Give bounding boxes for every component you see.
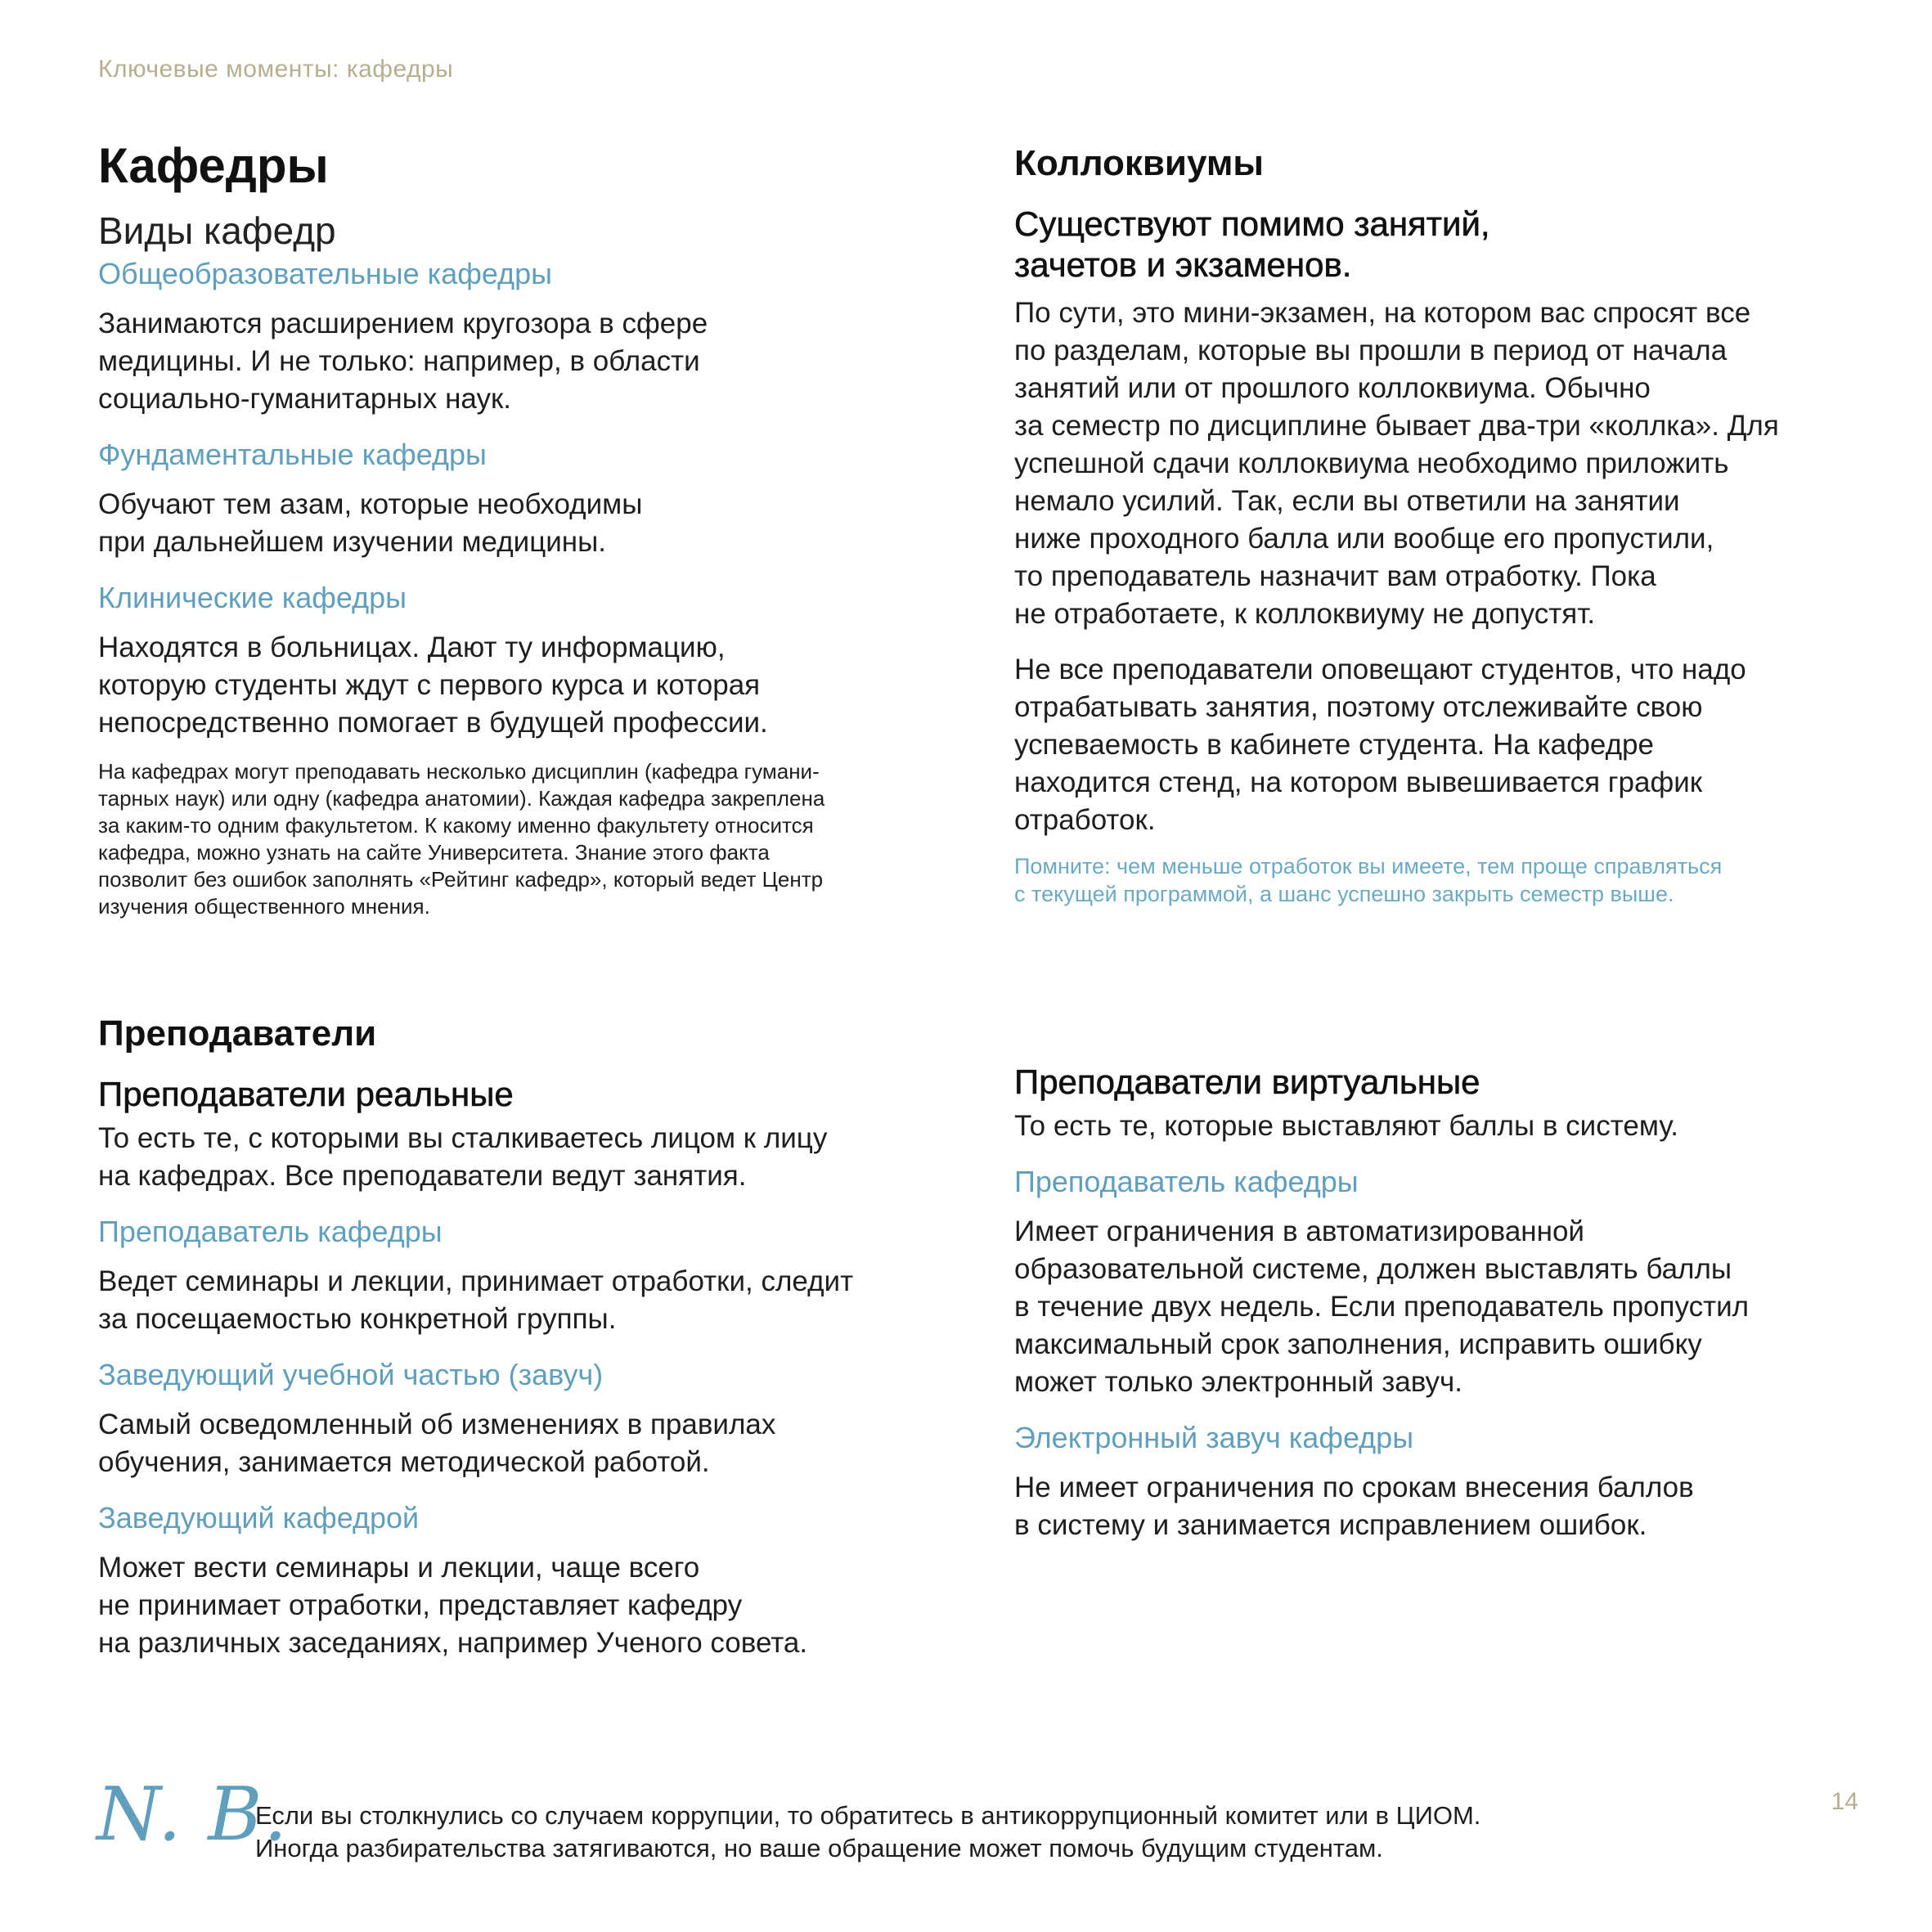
- kollokvium-title: Коллоквиумы: [1014, 143, 1264, 183]
- role-desc: Может вести семинары и лекции, чаще всего не принимает отработки, представляет кафедру на различных заседаниях, например Ученого совета.: [98, 1551, 808, 1659]
- virtual-title: Преподаватели виртуальные: [1014, 1063, 1480, 1101]
- page-number: 14: [1831, 1788, 1858, 1815]
- kollokvium-subtitle: Существуют помимо занятий, зачетов и экзаменов.: [1014, 204, 1490, 285]
- real-intro: То есть те, с которыми вы сталкиваетесь лицом к лицу на кафедрах. Все преподаватели ведут занятия.: [98, 1122, 828, 1193]
- kafedra-type-name: Общеобразовательные кафедры: [98, 257, 552, 291]
- kollokvium-paragraph: Не все преподаватели оповещают студентов, что надо отрабатывать занятия, поэтому отслеживайте свою успеваемость в кабинете студента. На кафедре находится стенд, на котором вывешивается график отработок.: [1014, 653, 1746, 836]
- prepodavateli-real-section: [98, 1013, 965, 1662]
- kafedry-title: Кафедры: [98, 138, 329, 193]
- virtual-intro: То есть те, которые выставляют баллы в систему.: [1014, 1110, 1678, 1143]
- role-name: Преподаватель кафедры: [98, 1215, 443, 1249]
- kafedra-type-name: Клинические кафедры: [98, 580, 407, 614]
- running-head: Ключевые моменты: кафедры: [98, 56, 454, 83]
- kafedra-type-desc: Находятся в больницах. Дают ту информацию, которую студенты ждут с первого курса и которая непосредственно помогает в будущей профессии.: [98, 631, 768, 739]
- role-name: Заведующий учебной частью (завуч): [98, 1357, 604, 1391]
- kafedry-section: [98, 137, 965, 920]
- kafedra-type-name: Фундаментальные кафедры: [98, 437, 487, 471]
- role-name: Заведующий кафедрой: [98, 1500, 420, 1534]
- kollokvium-paragraph: По сути, это мини-экзамен, на котором вас спросят все по разделам, которые вы прошли в период от начала занятий или от прошлого коллоквиума. Обычно за семестр по дисциплине бывает два-три «коллка». Для успешной сдачи коллоквиума необходимо приложить немало усилий. Так, если вы ответили на занятии ниже проходного балла или вообще его пропустили, то преподаватель назначит вам отработку. Пока не отработаете, к коллоквиуму не допустят.: [1014, 296, 1779, 630]
- role-desc: Не имеет ограничения по срокам внесения баллов в систему и занимается исправлением ошибок.: [1014, 1471, 1694, 1541]
- prepodavateli-title: Преподаватели: [98, 1013, 377, 1054]
- role-desc: Ведет семинары и лекции, принимает отработки, следит за посещаемостью конкретной группы.: [98, 1265, 854, 1335]
- nb-text: Если вы столкнулись со случаем коррупции, то обратитесь в антикоррупционный комитет или в ЦИОМ. Иногда разбирательства затягиваются, но ваше обращение может помочь будущим студентам.: [255, 1801, 1481, 1862]
- nb-mark: N. B.: [97, 1772, 289, 1858]
- role-name: Преподаватель кафедры: [1014, 1165, 1359, 1199]
- role-desc: Самый осведомленный об изменениях в правилах обучения, занимается методической работой.: [98, 1408, 776, 1478]
- kafedry-subtitle: Виды кафедр: [98, 209, 336, 252]
- prepodavateli-virtual-section: [1014, 1062, 1865, 1544]
- kollokvium-reminder: Помните: чем меньше отработок вы имеете, тем проще справляться с текущей программой, а шанс успешно закрыть семестр выше.: [1014, 853, 1723, 906]
- kafedra-type-desc: Занимаются расширением кругозора в сфере медицины. И не только: например, в области социально-гуманитарных наук.: [98, 307, 708, 415]
- kafedry-note: На кафедрах могут преподавать несколько дисциплин (кафедра гумани- тарных наук) или одну (кафедра анатомии). Каждая кафедра закреплена за каким-то одним факультетом. К какому именно факультету относится кафедра, можно узнать на сайте Университета. Знание этого факта позволит без ошибок заполнять «Рейтинг кафедр», который ведет Центр изучения общественного мнения.: [98, 758, 825, 919]
- kafedra-type-desc: Обучают тем азам, которые необходимы при дальнейшем изучении медицины.: [98, 487, 643, 558]
- real-title: Преподаватели реальные: [98, 1074, 514, 1113]
- role-name: Электронный завуч кафедры: [1014, 1421, 1414, 1455]
- role-desc: Имеет ограничения в автоматизированной образовательной системе, должен выставлять баллы в течение двух недель. Если преподаватель пропустил максимальный срок заполнения, исправить ошибку может только электронный завуч.: [1014, 1215, 1750, 1399]
- kollokvium-section: [1014, 142, 1865, 908]
